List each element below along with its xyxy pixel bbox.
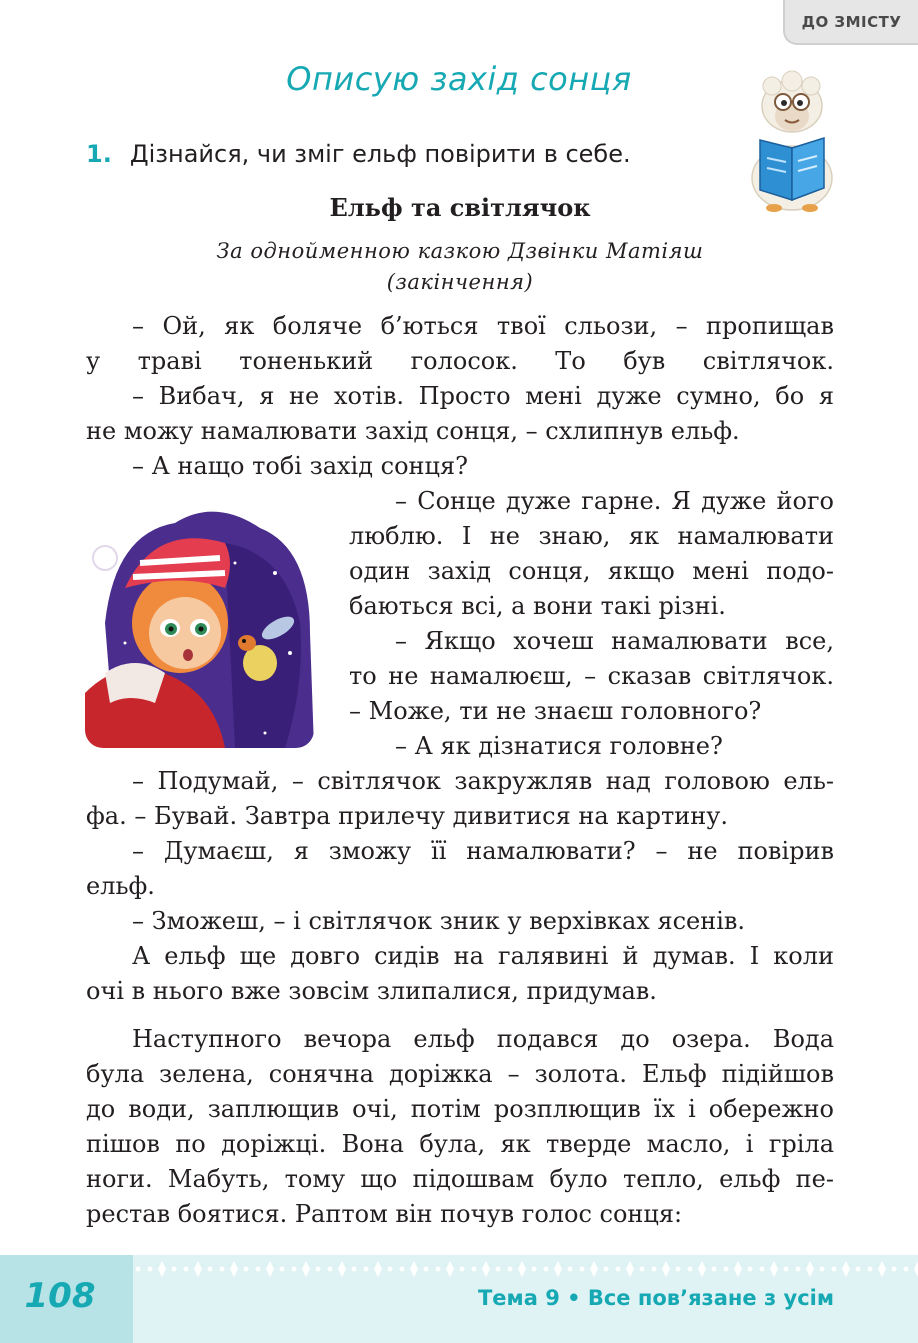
text-line: у траві тоненький голосок. То був світлячок. [86, 347, 834, 375]
text-line: – А нащо тобі захід сонця? [132, 452, 468, 480]
page-number: 108 [24, 1276, 96, 1316]
sheep-reading-illustration [740, 68, 840, 213]
text-line: – Вибач, я не хотів. Просто мені дуже сумно, бо я [132, 382, 834, 410]
text-line: люблю. І не знаю, як намалювати [349, 522, 834, 550]
text-line: ноги. Мабуть, тому що підошвам було тепло, ельф пе- [86, 1165, 834, 1193]
task-text: Дізнайся, чи зміг ельф повірити в себе. [129, 140, 631, 168]
task-number: 1. [86, 140, 112, 168]
ornament-pattern [0, 1255, 918, 1283]
toc-button[interactable]: ДО ЗМІСТУ [783, 0, 918, 45]
text-line: очі в нього вже зовсім злипалися, придумав. [86, 977, 657, 1005]
text-line: пішов по доріжці. Вона була, як тверде масло, і гріла [86, 1130, 834, 1158]
text-line: до води, заплющив очі, потім розплющив їх і обережно [86, 1095, 834, 1123]
text-line: – Подумай, – світлячок закружляв над головою ель- [132, 767, 834, 795]
elf-firefly-illustration [85, 503, 314, 748]
text-line: – А як дізнатися головне? [395, 732, 723, 760]
text-line: то не намалюєш, – сказав світлячок. [349, 662, 834, 690]
text-line: фа. – Бувай. Завтра прилечу дивитися на картину. [86, 802, 728, 830]
text-line: Наступного вечора ельф подався до озера. Вода [132, 1025, 834, 1053]
text-line: один захід сонця, якщо мені подо- [349, 557, 834, 585]
text-line: – Ой, як боляче б’ються твої сльози, – пропищав [132, 312, 834, 340]
text-line: А ельф ще довго сидів на галявині й думав. І коли [132, 942, 834, 970]
text-line: рестав боятися. Раптом він почув голос сонця: [86, 1200, 683, 1228]
text-line: – Якщо хочеш намалювати все, [395, 627, 834, 655]
theme-caption: Тема 9 • Все пов’язане з усім [477, 1286, 834, 1310]
story-title: Ельф та світлячок [329, 193, 591, 222]
text-line: була зелена, сонячна доріжка – золота. Ельф підійшов [86, 1060, 834, 1088]
story-source [86, 236, 834, 298]
text-line: – Може, ти не знаєш головного? [349, 697, 762, 725]
text-line: баються всі, а вони такі різні. [349, 592, 726, 620]
text-line: – Зможеш, – і світлячок зник у верхівках ясенів. [132, 907, 746, 935]
text-line: не можу намалювати захід сонця, – схлипнув ельф. [86, 417, 740, 445]
lesson-title: Описую захід сонця [286, 60, 632, 98]
text-line: ельф. [86, 872, 155, 900]
task [86, 140, 631, 168]
source-line: За однойменною казкою Дзвінки Матіяш [216, 239, 704, 263]
text-line: – Думаєш, я зможу її намалювати? – не повірив [132, 837, 834, 865]
text-line: – Сонце дуже гарне. Я дуже його [395, 487, 834, 515]
source-note: (закінчення) [386, 270, 534, 294]
